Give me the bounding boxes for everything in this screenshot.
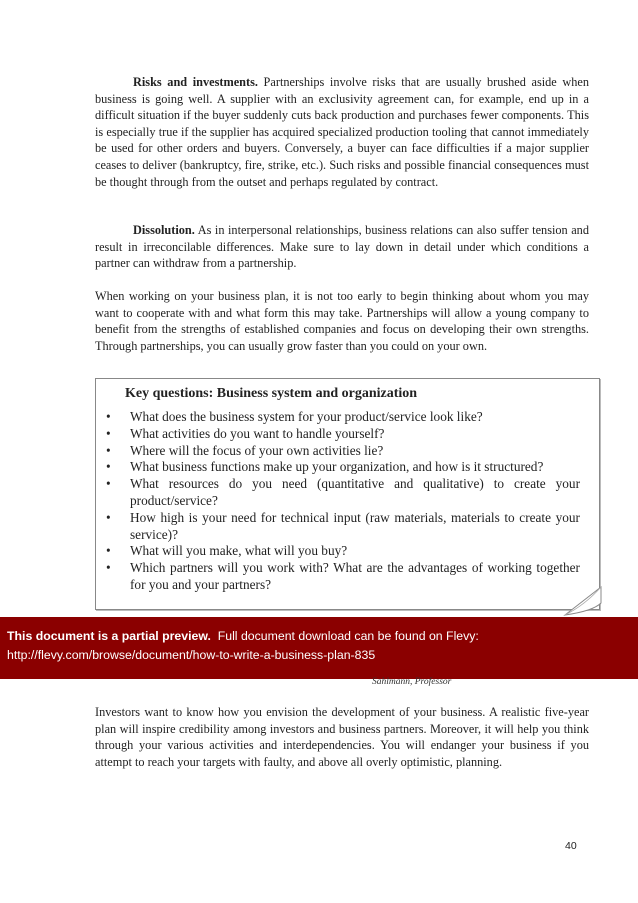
key-question-item: • What business functions make up your organization, and how is it structured? — [106, 459, 544, 475]
dissolution-text: As in interpersonal relationships, business relations can also suffer tension and result in irreconcilable differences. Make sure to lay down in detail under which conditions a partner can withdraw from a partnership. — [95, 223, 589, 271]
preview-banner-line — [7, 627, 631, 646]
bullet-icon: • — [106, 509, 111, 525]
key-question-item: • How high is your need for technical input (raw materials, materials to create your service)? — [106, 509, 580, 542]
investors-paragraph: Investors want to know how you envision the development of your business. A realistic five-year plan will inspire credibility among investors and business partners. Moreover, it will help you think through your various activities and interdependencies. You will endanger your business if you attempt to reach your targets with faulty, and above all overly optimistic, planning. — [95, 705, 589, 769]
key-question-item: • Which partners will you work with? What are the advantages of working together for you and your partners? — [106, 560, 580, 592]
bullet-icon: • — [106, 560, 111, 576]
key-question-item: • What does the business system for your product/service look like? — [106, 409, 483, 424]
preview-banner — [0, 617, 638, 679]
dissolution-paragraph — [95, 222, 589, 272]
preview-banner-bold: This document is a partial preview. — [7, 629, 211, 643]
page-curl-icon — [563, 585, 603, 617]
bullet-icon: • — [106, 543, 111, 559]
risks-paragraph — [95, 74, 589, 190]
preview-banner-text: Full document download can be found on Flevy: — [217, 629, 479, 643]
bullet-icon: • — [106, 476, 111, 492]
key-question-item: • What resources do you need (quantitative and qualitative) to create your product/service? — [106, 476, 580, 508]
key-questions-list — [106, 409, 580, 594]
bullet-icon: • — [106, 409, 111, 424]
bullet-icon: • — [106, 459, 111, 475]
dissolution-lead: Dissolution. — [133, 223, 195, 237]
download-link[interactable]: http://flevy.com/browse/document/how-to-write-a-business-plan-835 — [7, 648, 376, 662]
planning-paragraph: When working on your business plan, it is not too early to begin thinking about whom you may want to cooperate with and what form this may take. Partnerships will allow a young company to benefit from the strengths of established companies and focus on developing their own strengths. Through partnerships, you can usually grow faster than you could on your own. — [95, 289, 589, 353]
key-question-item: • What activities do you want to handle yourself? — [106, 425, 385, 441]
risks-text: Partnerships involve risks that are usually brushed aside when business is going well. A supplier with an exclusivity agreement can, for example, end up in a difficult situation if the buyer suddenly cuts back production and purchases fewer components. This is especially true if the supplier has acquired specialized production tooling that cannot immediately be used for other orders and buyers. Conversely, a buyer can face difficulties if a major supplier ceases to deliver (bankruptcy, fire, strike, etc.). Such risks and possible financial consequences must be thought through from the outset and perhaps regulated by contract. — [95, 75, 589, 189]
bullet-icon: • — [106, 442, 111, 458]
key-question-item: • Where will the focus of your own activities lie? — [106, 442, 384, 458]
bullet-icon: • — [106, 425, 111, 441]
page-number: 40 — [565, 840, 577, 852]
key-questions-box — [95, 378, 600, 610]
key-questions-title: Key questions: Business system and organization — [125, 386, 418, 401]
key-question-item: • What will you make, what will you buy? — [106, 543, 348, 559]
risks-lead: Risks and investments. — [133, 75, 258, 89]
quote-attribution: Sahlmann, Professor — [372, 677, 452, 687]
